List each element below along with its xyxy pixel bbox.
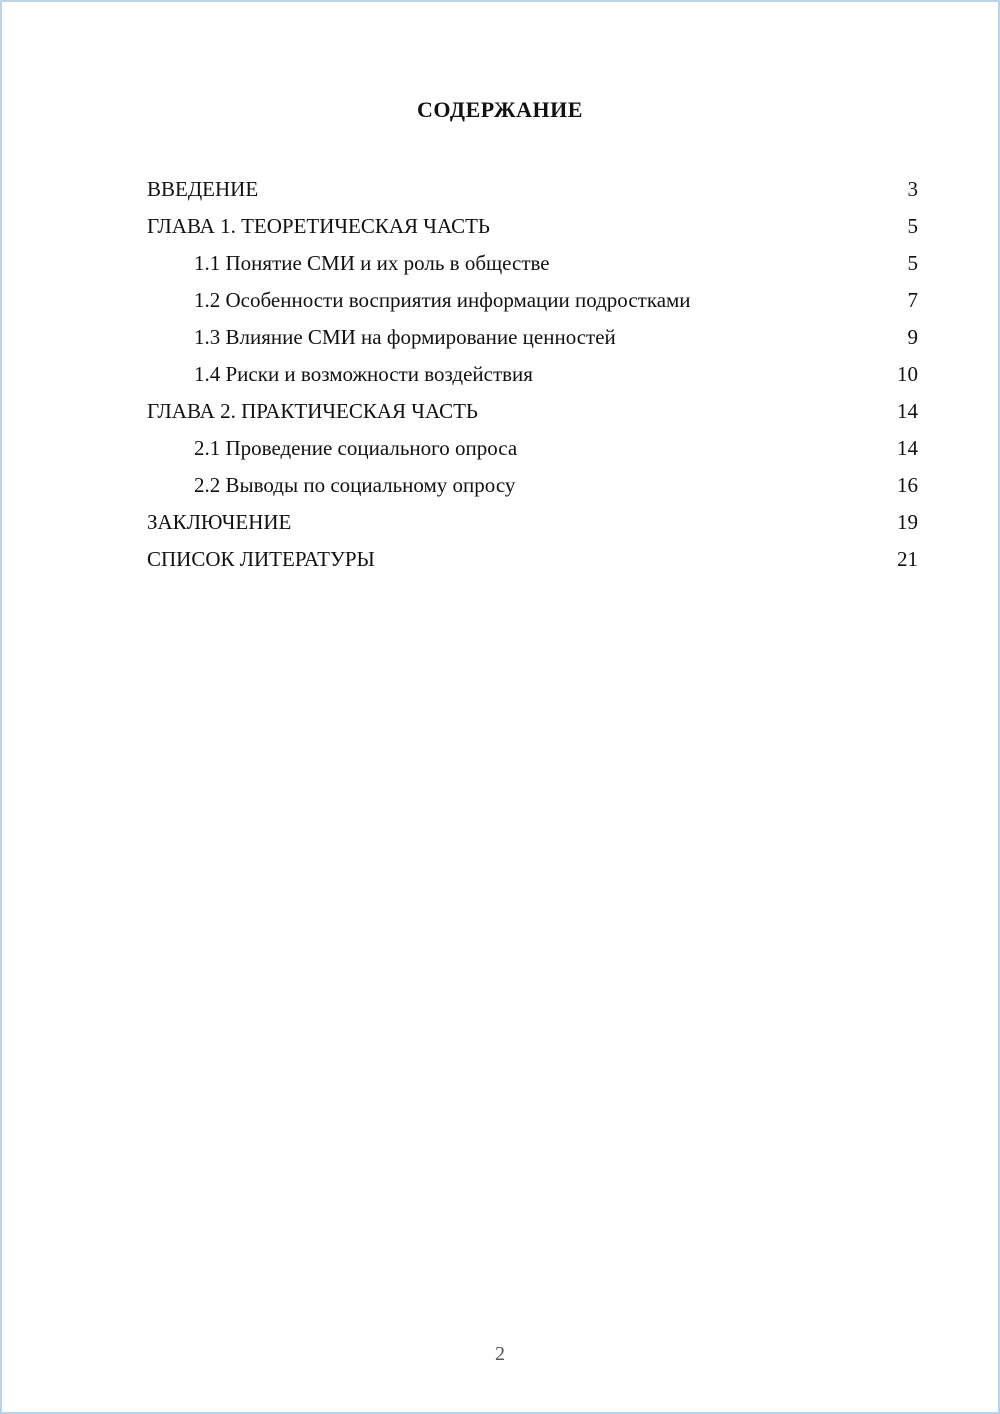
toc-entry-label: 2.1 Проведение социального опроса <box>194 436 518 460</box>
toc-entry <box>147 208 918 245</box>
toc-entry <box>147 393 918 430</box>
toc-entry-page: 14 <box>897 436 918 460</box>
page-number: 2 <box>495 1343 505 1365</box>
page-title: СОДЕРЖАНИЕ <box>417 97 583 122</box>
toc-entry-label: 1.4 Риски и возможности воздействия <box>194 362 533 386</box>
toc-entry <box>147 282 918 319</box>
toc-entry-label: ГЛАВА 1. ТЕОРЕТИЧЕСКАЯ ЧАСТЬ <box>147 214 490 238</box>
toc-entry-page: 16 <box>897 473 918 497</box>
toc-entry-page: 7 <box>907 288 918 312</box>
toc-entry <box>147 504 918 541</box>
toc-entry-page: 3 <box>907 177 918 201</box>
toc-entry-label: ЗАКЛЮЧЕНИЕ <box>147 510 292 534</box>
toc-list <box>147 171 918 578</box>
toc-entry <box>147 356 918 393</box>
toc-entry-label: 1.2 Особенности восприятия информации подростками <box>194 288 691 312</box>
toc-entry-page: 14 <box>897 399 918 423</box>
toc-entry-label: ВВЕДЕНИЕ <box>147 177 259 201</box>
toc-entry-page: 9 <box>907 325 918 349</box>
toc-entry <box>147 541 918 578</box>
toc-entry <box>147 319 918 356</box>
toc-entry-label: 1.3 Влияние СМИ на формирование ценностей <box>194 325 616 349</box>
toc-entry <box>147 245 918 282</box>
toc-entry-page: 5 <box>907 214 918 238</box>
toc-entry-page: 19 <box>897 510 918 534</box>
toc-entry-page: 5 <box>907 251 918 275</box>
toc-entry-page: 10 <box>897 362 918 386</box>
toc-entry-label: 1.1 Понятие СМИ и их роль в обществе <box>194 251 550 275</box>
toc-entry-label: ГЛАВА 2. ПРАКТИЧЕСКАЯ ЧАСТЬ <box>147 399 478 423</box>
toc-entry-page: 21 <box>897 547 918 571</box>
toc-entry <box>147 467 918 504</box>
toc-entry <box>147 430 918 467</box>
toc-entry-label: 2.2 Выводы по социальному опросу <box>194 473 516 497</box>
toc-entry-label: СПИСОК ЛИТЕРАТУРЫ <box>147 547 375 571</box>
toc-entry <box>147 171 918 208</box>
